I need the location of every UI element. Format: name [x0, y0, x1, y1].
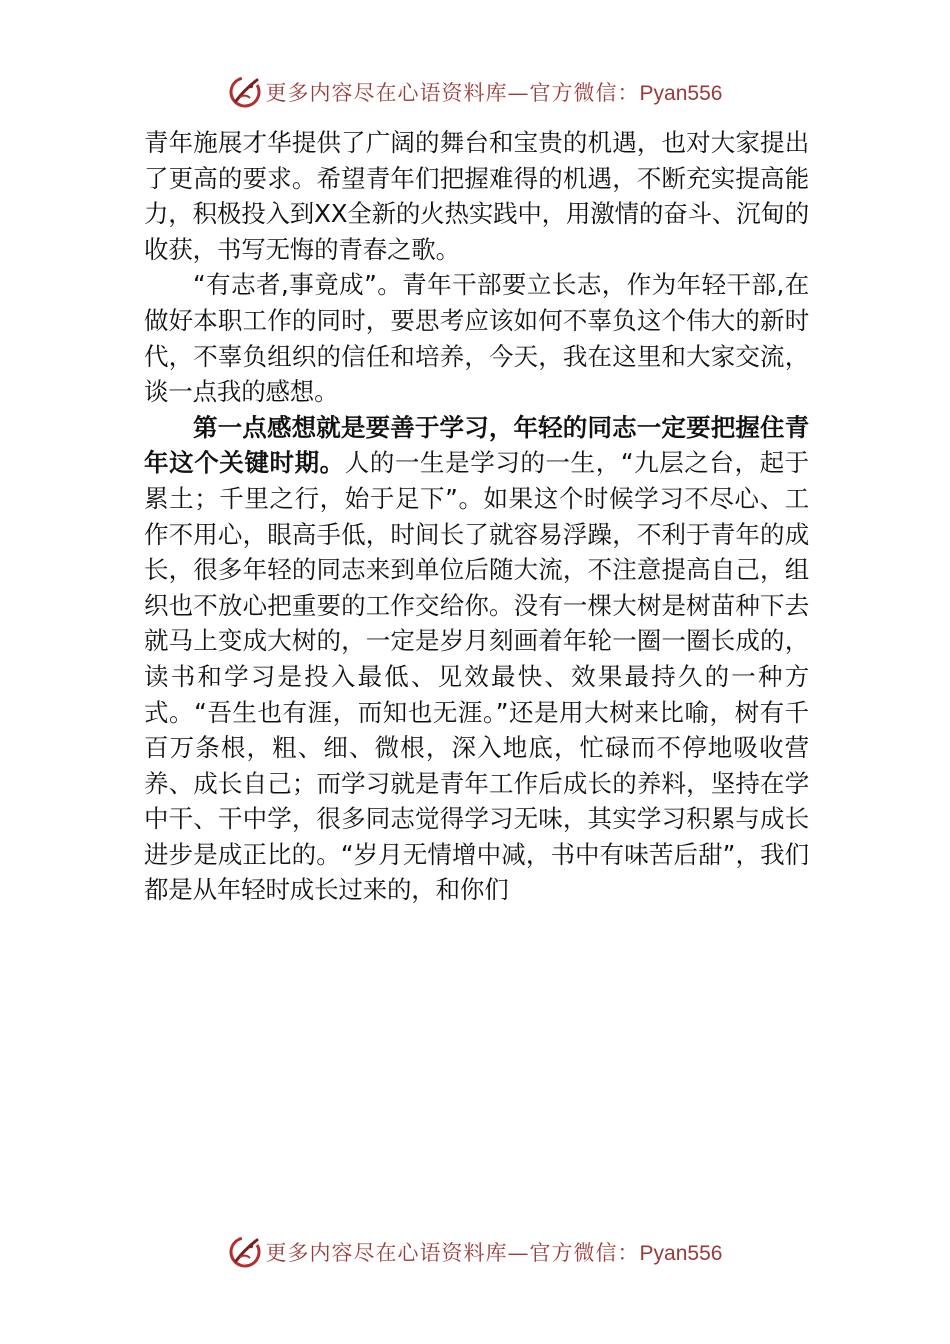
watermark-wechat-id: Pyan556	[639, 82, 723, 105]
watermark-wechat-id: Pyan556	[639, 1242, 723, 1265]
paragraph-1: 青年施展才华提供了广阔的舞台和宝贵的机遇，也对大家提出了更高的要求。希望青年们把握难得的机遇，不断充实提高能力，积极投入到XX全新的火热实践中，用激情的奋斗、沉甸的收获，书写无悔的青春之歌。	[144, 128, 809, 264]
watermark-text	[266, 1237, 723, 1267]
document-body	[144, 125, 809, 908]
brush-circle-logo-icon	[228, 1235, 262, 1269]
footer-watermark	[0, 1230, 950, 1274]
watermark-main-text: 更多内容尽在心语资料库—官方微信：	[265, 1241, 640, 1265]
paragraph-3-body: 人的一生是学习的一生，“九层之台，起于累土；千里之行，始于足下”。如果这个时候学习不尽心、工作不用心，眼高手低，时间长了就容易浮躁，不利于青年的成长，很多年轻的同志来到单位后随大流，不注意提高自己，组织也不放心把重要的工作交给你。没有一棵大树是树苗种下去就马上变成大树的，一定是岁月刻画着年轮一圈一圈长成的，读书和学习是投入最低、见效最快、效果最持久的一种方式。“吾生也有涯，而知也无涯。”还是用大树来比喻，树有千百万条根，粗、细、微根，深入地底，忙碌而不停地吸收营养、成长自己；而学习就是青年工作后成长的养料，坚持在学中干、干中学，很多同志觉得学习无味，其实学习积累与成长进步是成正比的。“岁月无情增中减，书中有味苦后甜”，我们都是从年轻时成长过来的，和你们	[144, 448, 809, 905]
paragraph-3-bold-lead: 第一点感想就是要善于学习，年轻的同志一定要把握住青年这个关键时期。	[144, 412, 809, 478]
watermark-text	[266, 77, 723, 107]
header-watermark	[0, 70, 950, 114]
watermark-main-text: 更多内容尽在心语资料库—官方微信：	[265, 81, 640, 105]
brush-circle-logo-icon	[228, 75, 262, 109]
paragraph-3	[144, 410, 809, 908]
paragraph-2: “有志者,事竟成”。青年干部要立长志，作为年轻干部,在做好本职工作的同时，要思考应该如何不辜负这个伟大的新时代，不辜负组织的信任和培养，今天，我在这里和大家交流，谈一点我的感想。	[144, 270, 809, 407]
